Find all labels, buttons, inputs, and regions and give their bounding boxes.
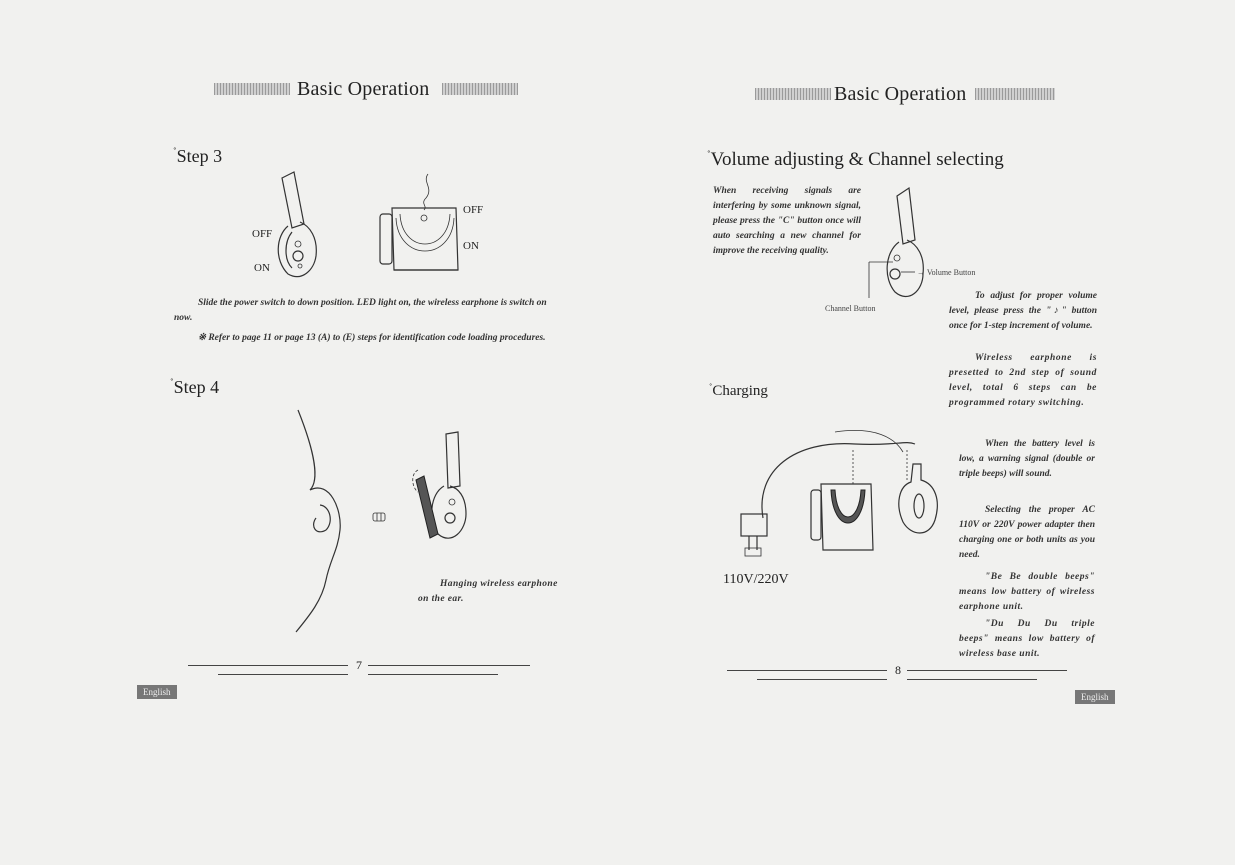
footer-rule-right-d <box>907 679 1037 680</box>
left-header: Basic Operation <box>297 78 430 100</box>
step3-text: Slide the power switch to down position. LED light on, the wireless earphone is switch on now. <box>174 298 547 323</box>
header-bar-left <box>214 83 290 95</box>
voltage-label: 110V/220V <box>723 572 789 587</box>
ear-illustration <box>290 410 370 640</box>
language-tab-right: English <box>1075 690 1115 704</box>
right-page <box>617 0 1235 865</box>
base-unit-illustration <box>376 174 466 284</box>
step3-title: ˚Step 3 <box>173 146 223 166</box>
footer-rule-right-b <box>757 679 887 680</box>
footer-rule-right-c <box>907 670 1067 671</box>
page-number-left: 7 <box>356 658 362 672</box>
footer-rule-right-a <box>727 670 887 671</box>
charging-text-2: Selecting the proper AC 110V or 220V power adapter then charging one or both units as you need. <box>959 505 1095 560</box>
step4-title: ˚Step 4 <box>170 377 220 397</box>
footer-rule-left-b <box>218 674 348 675</box>
header-bar-right <box>975 88 1055 100</box>
header-bar-left <box>755 88 831 100</box>
volume-text-1: When receiving signals are interfering by some unknown signal, please press the "C" button once will auto searching a new channel for improve the receiving quality. <box>713 186 861 256</box>
step3-note: ※ Refer to page 11 or page 13 (A) to (E) steps for identification code loading procedures. <box>198 333 546 343</box>
earbud-tip-illustration <box>372 512 388 524</box>
earphone-buttons-illustration <box>875 186 935 306</box>
language-tab-left: English <box>137 685 177 699</box>
right-header: Basic Operation <box>834 83 967 105</box>
page-number-right: 8 <box>895 663 901 677</box>
volume-title: ˚Volume adjusting & Channel selecting <box>707 149 1004 170</box>
header-bar-right <box>442 83 518 95</box>
earphone-device-illustration <box>270 170 330 280</box>
volume-text-3: Wireless earphone is presetted to 2nd step of sound level, total 6 steps can be programmed rotary switching. <box>949 353 1097 408</box>
footer-rule-left-a <box>188 665 348 666</box>
footer-rule-left-d <box>368 674 498 675</box>
charging-illustration <box>735 430 965 570</box>
on-label-earphone: ON <box>254 262 270 274</box>
volume-button-label: → Volume Button <box>917 268 976 277</box>
charging-text-4: "Du Du Du triple beeps" means low battery of wireless base unit. <box>959 619 1095 659</box>
left-page <box>0 0 617 865</box>
footer-rule-left-c <box>368 665 530 666</box>
charging-text-3: "Be Be double beeps" means low battery of wireless earphone unit. <box>959 572 1095 612</box>
charging-text-1: When the battery level is low, a warning signal (double or triple beeps) will sound. <box>959 439 1095 479</box>
earphone-side-illustration <box>408 430 472 550</box>
charging-title: ˚Charging <box>709 383 768 399</box>
off-label-earphone: OFF <box>252 228 273 240</box>
volume-text-2: To adjust for proper volume level, please press the "♪" button once for 1-step increment of volume. <box>949 291 1097 331</box>
off-label-base: OFF <box>463 204 484 216</box>
channel-button-label: Channel Button <box>825 304 876 313</box>
step4-caption: Hanging wireless earphone on the ear. <box>418 579 558 604</box>
on-label-base: ON <box>463 240 479 252</box>
